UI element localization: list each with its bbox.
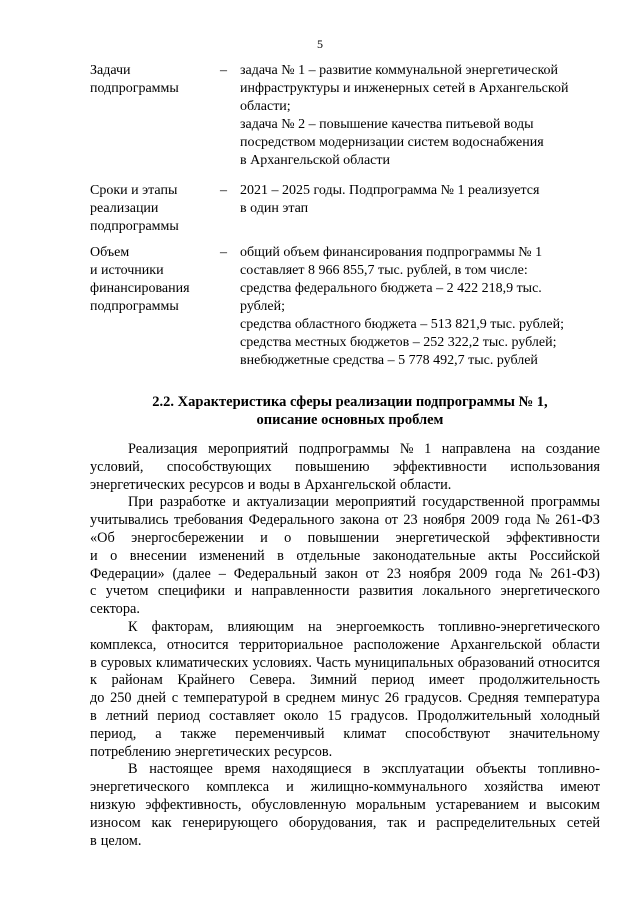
word: К [128, 618, 138, 635]
word: объекты [475, 761, 527, 778]
word: до [90, 690, 105, 707]
word: хозяйства [484, 779, 544, 796]
value-line: 2021 – 2025 годы. Подпрограмма № 1 реализуется [240, 183, 540, 198]
paragraph-line [90, 797, 600, 815]
word: комплекса, [90, 636, 157, 653]
word: повышению [295, 458, 370, 475]
word: высоким [546, 796, 600, 813]
word: ресурсов [189, 476, 244, 493]
word: изменений [199, 547, 265, 564]
word: При [128, 494, 154, 511]
word: закон [324, 565, 358, 582]
word: моральным [356, 796, 426, 813]
value-line: задача № 2 – повышение качества питьевой воды [240, 117, 534, 132]
word: и [247, 476, 256, 493]
paragraph-line [90, 744, 600, 762]
word: так [387, 814, 407, 831]
heading-line: описание основных проблем [256, 412, 444, 428]
word: и [260, 529, 268, 546]
word: 23 [403, 512, 418, 529]
paragraph [90, 494, 600, 619]
word: – [218, 565, 226, 582]
word: образований [457, 654, 535, 671]
word: учитывались [90, 512, 169, 529]
word: также [180, 725, 217, 742]
value-line: задача № 1 – развитие коммунальной энергетической [240, 63, 559, 78]
word: (далее [172, 565, 211, 582]
word: с [171, 690, 179, 707]
word: энергетических [90, 476, 186, 493]
word: период, [90, 725, 137, 742]
word: Средняя [467, 690, 519, 707]
word: воды [259, 476, 290, 493]
word: ноября [408, 565, 451, 582]
word: Зимний [310, 672, 357, 689]
value-line: области; [240, 99, 291, 114]
word: мероприятий [335, 494, 416, 511]
value-line: общий объем финансирования подпрограммы № 1 [240, 245, 543, 260]
paragraph-line [90, 708, 600, 726]
word: топливно- [537, 761, 600, 778]
word: Продолжительный [417, 707, 532, 724]
word: целом. [100, 832, 142, 849]
row-label: Задачи подпрограммы [90, 63, 179, 96]
word: требования [174, 512, 244, 529]
word: в [90, 832, 97, 849]
paragraph-line [90, 761, 600, 779]
word: муниципальных [354, 654, 454, 671]
word: устареванием [435, 796, 520, 813]
word: факторам, [151, 618, 214, 635]
word: имеет [428, 672, 465, 689]
value-line: посредством модернизации систем водоснабжения [240, 135, 544, 150]
value-line: средства областного бюджета – 513 821,9 тыс. рублей; [240, 317, 564, 332]
word: эффективности [393, 458, 487, 475]
word: Федеральный [233, 565, 317, 582]
word: от [365, 565, 379, 582]
word: актуализации [246, 494, 329, 511]
word: № [536, 512, 550, 529]
paragraph-line [90, 815, 600, 833]
row-dash: – [220, 183, 227, 198]
word: Российской [529, 547, 600, 564]
word: энергоемкость [336, 618, 425, 635]
value-line: средства местных бюджетов – 252 322,2 тыс. рублей; [240, 335, 557, 350]
word: государственной [422, 494, 525, 511]
word: составляет [209, 707, 275, 724]
word: использования [510, 458, 600, 475]
word: 26 [384, 690, 399, 707]
word: в [363, 761, 370, 778]
word: локального [422, 583, 492, 600]
paragraph-line [90, 441, 600, 459]
word: эксплуатации [381, 761, 465, 778]
paragraph-line [90, 779, 600, 797]
word: энергетического [90, 779, 190, 796]
word: повышении [307, 529, 380, 546]
value-line: рублей; [240, 299, 285, 314]
word: 2009 [458, 565, 488, 582]
word: Реализация [128, 441, 198, 457]
paragraph-line [90, 833, 600, 851]
word: 23 [386, 565, 402, 582]
word: градусов. [350, 707, 409, 724]
word: на [307, 618, 322, 635]
word: в [90, 707, 97, 724]
word: Крайнего [177, 672, 235, 689]
word: о [110, 547, 118, 564]
word: летний [105, 707, 149, 724]
word: переменчивый [235, 725, 325, 742]
paragraph [90, 619, 600, 761]
word: продолжительность [479, 672, 600, 689]
word: направлена [441, 441, 511, 457]
word: эффективности [506, 529, 600, 546]
word: период [371, 672, 415, 689]
word: суровых [100, 654, 152, 671]
paragraph-line [90, 619, 600, 637]
word: о [284, 529, 292, 546]
word: 261-ФЗ) [550, 565, 600, 582]
word: направленности [251, 583, 350, 600]
word: № [399, 441, 414, 457]
paragraph [90, 761, 600, 850]
word: с [90, 583, 97, 600]
paragraph-line [90, 583, 600, 601]
word: в [273, 690, 280, 707]
paragraph-line [90, 530, 600, 548]
row-label: Сроки и этапы реализации подпрограммы [90, 183, 179, 234]
word: законодательные [372, 547, 476, 564]
word: мероприятий [207, 441, 289, 457]
word: период [157, 707, 201, 724]
paragraph-line [90, 512, 600, 530]
word: холодный [540, 707, 600, 724]
paragraph [90, 441, 600, 494]
word: условий, [90, 458, 144, 475]
row-value [240, 182, 600, 218]
word: и [286, 779, 294, 796]
paragraph-line [90, 690, 600, 708]
word: сектора. [90, 601, 140, 618]
word: программы [530, 494, 600, 511]
word: от [384, 512, 398, 529]
word: разработке [159, 494, 226, 511]
value-line: инфраструктуры и инженерных сетей в Архангельской [240, 81, 569, 96]
word: жилищно-коммунального [310, 779, 468, 796]
word: относится [538, 654, 600, 671]
word: Архангельской [304, 476, 396, 493]
word: дней [137, 690, 167, 707]
word: оборудования, [288, 814, 377, 831]
word: потреблению [90, 743, 171, 760]
word: года [495, 565, 522, 582]
word: и [232, 494, 241, 511]
word: сетей [566, 814, 600, 831]
row-value [240, 62, 600, 170]
word: и [234, 583, 243, 600]
word: ноября [423, 512, 466, 529]
word: условиях. [252, 654, 312, 671]
word: относится [166, 636, 229, 653]
paragraph-line [90, 459, 600, 477]
word: как [151, 814, 172, 831]
paragraph-line [90, 601, 600, 619]
value-line: в один этап [240, 201, 309, 216]
word: районам [111, 672, 163, 689]
word: области [552, 636, 600, 653]
paragraph-line [90, 548, 600, 566]
word: «Об [90, 529, 115, 546]
word: износом [90, 814, 141, 831]
word: климатических [155, 654, 249, 671]
word: подпрограммы [298, 441, 390, 457]
word: расположение [353, 636, 440, 653]
row-dash: – [220, 245, 227, 260]
word: температура [524, 690, 600, 707]
word: в [277, 547, 284, 564]
word: способствуют [405, 725, 491, 742]
word: генерирующего [182, 814, 279, 831]
word: время [224, 761, 261, 778]
word: энергосбережении [131, 529, 244, 546]
word: температурой [183, 690, 268, 707]
word: находящиеся [272, 761, 352, 778]
word: Часть [315, 654, 351, 671]
word: способствующих [166, 458, 272, 475]
word: Архангельской [450, 636, 542, 653]
paragraph-line [90, 566, 600, 584]
word: и [90, 547, 98, 564]
word: настоящее [149, 761, 213, 778]
word: топливно-энергетического [438, 618, 600, 635]
word: Севера. [249, 672, 296, 689]
value-line: составляет 8 966 855,7 тыс. рублей, в том числе: [240, 263, 528, 278]
word: и [417, 814, 426, 831]
word: Федерального [248, 512, 335, 529]
word: обусловленную [251, 796, 347, 813]
word: на [521, 441, 536, 457]
word: создание [545, 441, 600, 457]
word: 1 [424, 441, 432, 457]
word: имеют [560, 779, 600, 796]
word: значительному [509, 725, 600, 742]
word: развития [359, 583, 414, 600]
value-line: в Архангельской области [240, 153, 390, 168]
paragraph-line [90, 477, 600, 495]
paragraph-line [90, 672, 600, 690]
word: и [528, 796, 537, 813]
word: 2009 [470, 512, 500, 529]
paragraph-line [90, 637, 600, 655]
row-label: Объем и источники финансирования подпрограммы [90, 245, 190, 314]
word: влияющим [227, 618, 294, 635]
row-dash: – [220, 63, 227, 78]
word: климат [343, 725, 387, 742]
page-number: 5 [317, 37, 323, 51]
word: внесении [129, 547, 187, 564]
word: распределительных [436, 814, 557, 831]
word: к [90, 672, 97, 689]
word: учетом [105, 583, 149, 600]
word: 261-ФЗ [555, 512, 600, 529]
word: № [528, 565, 543, 582]
word: энергетических [174, 743, 271, 760]
section-heading [90, 393, 610, 429]
word: области. [399, 476, 452, 493]
word: территориальное [239, 636, 344, 653]
word: года [504, 512, 531, 529]
body-text [90, 441, 600, 850]
paragraph-line [90, 726, 600, 744]
word: 15 [327, 707, 342, 724]
word: энергетического [500, 583, 600, 600]
word: низкую [90, 796, 136, 813]
word: В [128, 761, 138, 778]
heading-line: 2.2. Характеристика сферы реализации подпрограммы № 1, [152, 394, 548, 410]
word: минус [341, 690, 380, 707]
word: комплекса [206, 779, 270, 796]
paragraph-line [90, 494, 600, 512]
word: в [90, 654, 97, 671]
paragraph-line [90, 655, 600, 673]
word: градусов. [404, 690, 463, 707]
word: закона [339, 512, 380, 529]
word: около [283, 707, 319, 724]
word: среднем [285, 690, 336, 707]
value-line: внебюджетные средства – 5 778 492,7 тыс. рублей [240, 353, 538, 368]
word: Федерации» [90, 565, 165, 582]
word: энергетической [395, 529, 490, 546]
word: отдельные [296, 547, 361, 564]
word: специфики [157, 583, 226, 600]
row-value [240, 244, 600, 370]
word: эффективность, [145, 796, 242, 813]
word: а [155, 725, 162, 742]
value-line: средства федерального бюджета – 2 422 218,9 тыс. [240, 281, 542, 296]
word: в [293, 476, 301, 493]
word: ресурсов. [274, 743, 333, 760]
word: акты [488, 547, 517, 564]
word: 250 [110, 690, 132, 707]
